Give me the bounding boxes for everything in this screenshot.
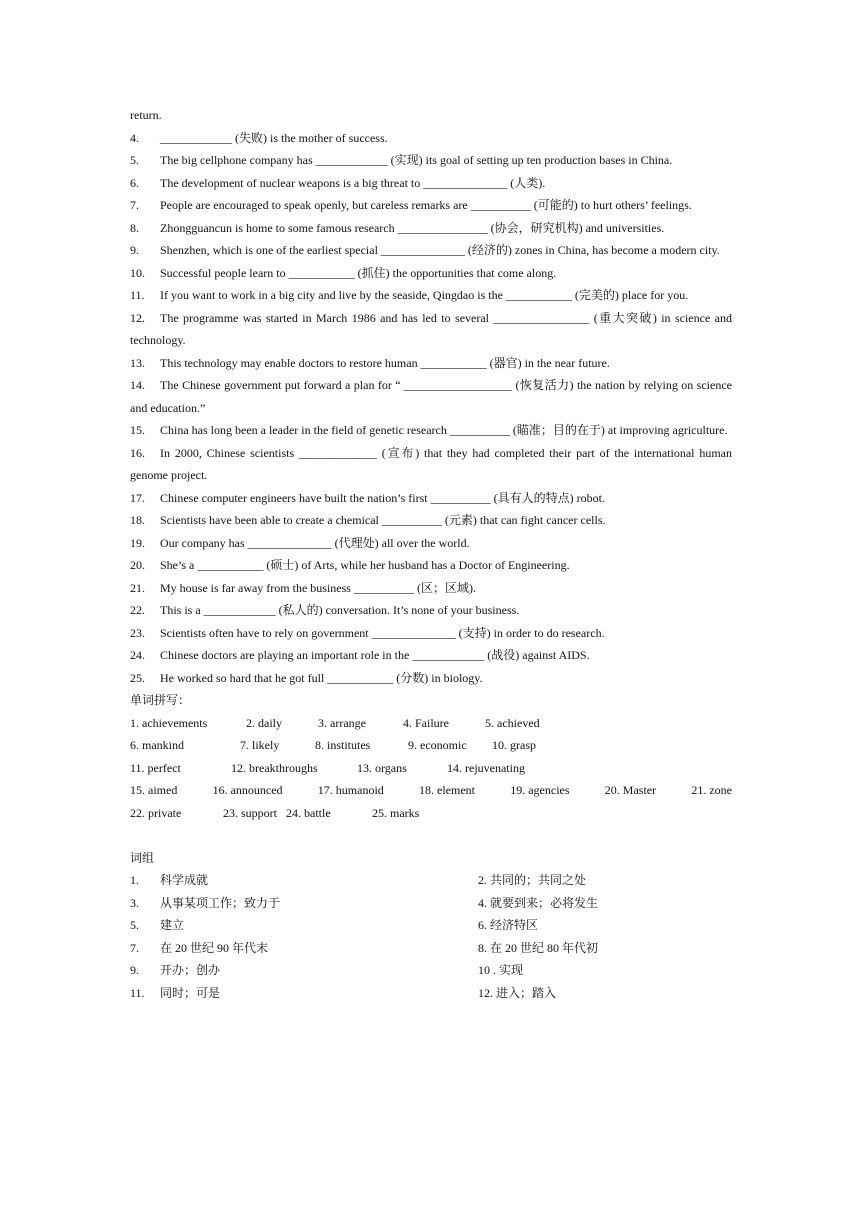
phrases-heading: 词组 [130, 850, 155, 865]
answer-entry: 19. agencies [510, 783, 570, 797]
item-text: The development of nuclear weapons is a big threat to ______________ (人类). [160, 175, 546, 190]
answer-entry: 18. element [419, 783, 475, 797]
item-text: ____________ (失败) is the mother of success. [160, 130, 388, 145]
exercise-list [130, 127, 732, 690]
phrase-number: 7. [130, 940, 139, 955]
answer-entry: 8. institutes [315, 738, 371, 752]
answer-row [130, 779, 732, 802]
answer-entry: 5. achieved [485, 715, 540, 730]
phrase-row [130, 959, 732, 982]
answer-entry: 4. Failure [403, 715, 449, 730]
continued-line: return. [130, 108, 162, 122]
item-text: Scientists often have to rely on government ______________ (支持) in order to do research. [160, 625, 605, 640]
answer-row [130, 757, 732, 780]
item-text: People are encouraged to speak openly, but careless remarks are __________ (可能的) to hurt others’ feelings. [160, 198, 692, 212]
exercise-item [130, 172, 732, 195]
answer-entry: 13. organs [357, 760, 407, 775]
exercise-item [130, 577, 732, 600]
answer-entry: 20. Master [604, 783, 657, 797]
item-number: 24. [130, 648, 145, 662]
item-text: In 2000, Chinese scientists _____________ (宣布) that they had completed their part of the international human genome project. [130, 445, 732, 482]
item-text: China has long been a leader in the field of genetic research __________ (瞄准；目的在于) at improving agriculture. [160, 423, 728, 437]
exercise-item [130, 509, 732, 532]
answers-heading: 单词拼写： [130, 693, 191, 707]
answer-row [130, 734, 732, 757]
item-text: Chinese doctors are playing an important role in the ____________ (战役) against AIDS. [160, 648, 590, 662]
answer-entry: 7. likely [240, 738, 280, 752]
item-text: The big cellphone company has ____________ (实现) its goal of setting up ten production bases in China. [160, 153, 673, 167]
phrase-text: 建立 [160, 918, 185, 932]
phrase-left [130, 937, 478, 960]
item-number: 5. [130, 153, 139, 167]
answer-entry: 6. mankind [130, 738, 184, 752]
phrase-row [130, 892, 732, 915]
exercise-item [130, 284, 732, 307]
item-number: 20. [130, 558, 145, 572]
phrase-list [130, 869, 732, 1004]
phrase-row [130, 869, 732, 892]
answer-entry: 17. humanoid [317, 783, 384, 797]
item-number: 15. [130, 423, 145, 437]
answer-entry: 15. aimed [130, 783, 178, 797]
exercise-item [130, 149, 732, 172]
answer-entry: 1. achievements [130, 715, 208, 730]
phrase-text: 在 20 世纪 90 年代末 [160, 940, 269, 955]
item-number: 4. [130, 130, 139, 145]
answer-entry: 21. zone [691, 783, 732, 797]
answer-entry: 25. marks [372, 805, 420, 820]
phrase-left [130, 982, 478, 1005]
item-text: This is a ____________ (私人的) conversation. It’s none of your business. [160, 603, 520, 617]
item-text: Scientists have been able to create a chemical __________ (元素) that can fight cancer cells. [160, 513, 606, 527]
answer-key [130, 712, 732, 825]
exercise-item [130, 262, 732, 285]
phrase-number: 9. [130, 963, 139, 977]
item-text: Zhongguancun is home to some famous research _______________ (协会，研究机构) and universities. [160, 220, 665, 235]
exercise-item [130, 194, 732, 217]
answer-entry: 3. arrange [318, 715, 366, 730]
phrase-left [130, 959, 478, 982]
item-number: 17. [130, 490, 145, 505]
answer-entry: 12. breakthroughs [231, 760, 318, 775]
item-text: This technology may enable doctors to restore human ___________ (器官) in the near future. [160, 355, 610, 370]
phrase-left [130, 914, 478, 937]
answer-entry: 10. grasp [492, 738, 536, 752]
phrase-text: 开办；创办 [160, 963, 221, 977]
phrase-right: 10 . 实现 [478, 963, 524, 977]
item-number: 18. [130, 513, 145, 527]
item-number: 19. [130, 535, 145, 550]
answer-entry: 9. economic [408, 738, 467, 752]
item-text: The programme was started in March 1986 and has led to several ________________ (重大突破) in science and technology. [130, 310, 732, 347]
answer-entry: 14. rejuvenating [447, 760, 525, 775]
phrase-right: 6. 经济特区 [478, 918, 539, 932]
phrase-right: 2. 共同的；共同之处 [478, 873, 587, 887]
item-number: 10. [130, 265, 145, 280]
item-text: My house is far away from the business __________ (区；区域). [160, 580, 476, 595]
phrase-text: 同时；可是 [160, 985, 221, 1000]
answer-entry: 16. announced [212, 783, 283, 797]
exercise-item [130, 374, 732, 419]
item-number: 7. [130, 198, 139, 212]
answer-entry: 11. perfect [130, 760, 181, 775]
answer-entry: 2. daily [246, 715, 282, 730]
answer-row [130, 712, 732, 735]
exercise-item [130, 419, 732, 442]
phrase-number: 3. [130, 895, 139, 910]
phrase-right: 8. 在 20 世纪 80 年代初 [478, 940, 599, 955]
document-page [130, 104, 732, 1004]
phrase-left [130, 892, 478, 915]
phrase-row [130, 937, 732, 960]
item-number: 25. [130, 670, 145, 685]
item-number: 6. [130, 175, 139, 190]
exercise-item [130, 352, 732, 375]
exercise-item [130, 487, 732, 510]
exercise-item [130, 599, 732, 622]
item-text: Chinese computer engineers have built the nation’s first __________ (具有人的特点) robot. [160, 490, 605, 505]
exercise-item [130, 307, 732, 352]
exercise-item [130, 239, 732, 262]
phrase-right: 12. 进入；踏入 [478, 985, 557, 1000]
item-number: 9. [130, 243, 139, 257]
answer-entry: 23. support [223, 805, 277, 820]
phrase-number: 5. [130, 918, 139, 932]
exercise-item [130, 622, 732, 645]
item-number: 12. [130, 310, 145, 325]
phrase-number: 1. [130, 873, 139, 887]
item-text: She’s a ___________ (硕士) of Arts, while her husband has a Doctor of Engineering. [160, 558, 570, 572]
item-text: Successful people learn to ___________ (抓住) the opportunities that come along. [160, 265, 557, 280]
item-text: If you want to work in a big city and live by the seaside, Qingdao is the ___________ (完美的) place for you. [160, 288, 689, 302]
phrase-text: 科学成就 [160, 873, 209, 887]
exercise-item [130, 127, 732, 150]
item-text: Shenzhen, which is one of the earliest special ______________ (经济的) zones in China, has become a modern city. [160, 243, 720, 257]
item-text: Our company has ______________ (代理处) all over the world. [160, 535, 470, 550]
item-number: 16. [130, 445, 145, 460]
phrase-row [130, 982, 732, 1005]
phrase-text: 从事某项工作；致力于 [160, 895, 281, 910]
item-number: 14. [130, 378, 145, 392]
answer-row [130, 802, 732, 825]
answer-entry: 22. private [130, 805, 182, 820]
phrase-left [130, 869, 478, 892]
item-number: 13. [130, 355, 145, 370]
exercise-item [130, 442, 732, 487]
item-number: 21. [130, 580, 145, 595]
item-text: The Chinese government put forward a plan for “ __________________ (恢复活力) the nation by relying on science and education.” [130, 378, 732, 415]
exercise-item [130, 217, 732, 240]
phrase-right: 4. 就要到来；必将发生 [478, 895, 599, 910]
exercise-item [130, 667, 732, 690]
exercise-item [130, 554, 732, 577]
exercise-item [130, 644, 732, 667]
item-text: He worked so hard that he got full ___________ (分数) in biology. [160, 670, 483, 685]
phrase-number: 11. [130, 985, 145, 1000]
phrase-row [130, 914, 732, 937]
item-number: 22. [130, 603, 145, 617]
item-number: 23. [130, 625, 145, 640]
item-number: 8. [130, 220, 139, 235]
exercise-item [130, 532, 732, 555]
answer-entry: 24. battle [286, 805, 331, 820]
item-number: 11. [130, 288, 145, 302]
